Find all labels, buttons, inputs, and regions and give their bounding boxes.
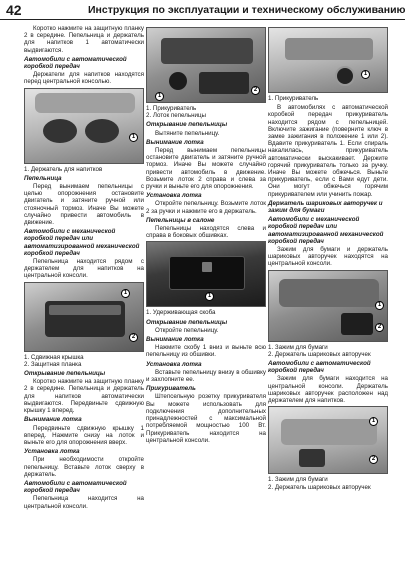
paragraph: Пепельницы находятся слева и справа в боковых обшивках.: [146, 225, 266, 240]
section-heading: Установка лотка: [146, 192, 202, 200]
page-header: [0, 0, 405, 20]
paragraph: Откройте пепельницу. Возьмите лоток 2 за ручки и нажмите его в держатель.: [146, 200, 266, 215]
section-heading: Автомобили с механической коробкой передач или автоматизированной механической коробкой передач: [24, 228, 140, 257]
section-heading: Вынимание лотка: [146, 336, 204, 344]
section-heading: Установка лотка: [146, 360, 202, 368]
callout-2: 2: [375, 323, 384, 332]
callout-2: 2: [129, 333, 138, 342]
paragraph: Откройте пепельницу.: [155, 326, 219, 334]
running-title: Инструкция по эксплуатации и техническому обслуживанию: [88, 4, 405, 16]
paragraph: Коротко нажмите на защитную планку 2 в середине. Пепельница и держатель для напитков автоматически выдвигаются. Передвиньте сдвижную крышку 1 вперед.: [24, 378, 144, 415]
page-number: 42: [6, 2, 22, 18]
section-heading: Пепельница: [24, 174, 62, 182]
callout-1: 1: [369, 417, 378, 426]
section-heading: Автомобили с автоматической коробкой передач: [268, 360, 371, 375]
pen-holder-photo: [268, 406, 388, 474]
figure-caption: 1. Держатель для напитков: [24, 165, 103, 173]
column-3: [268, 25, 388, 493]
section-heading: Автомобили с автоматической коробкой передач: [24, 55, 127, 71]
paragraph: Перед вынимаем пепельницы остановите двигатель и затяните ручной тормоз. Иначе Вы можете случайно привести автомобиль в движение. Возьмите лоток 2 справа и слева за ручки и выньте его для опорожнения.: [146, 147, 266, 191]
section-heading: Вынимание лотка: [146, 138, 204, 146]
paragraph: Нажмите скобу 1 вниз и выньте всю пепельницу из обшивки.: [146, 344, 266, 359]
section-heading: Вынимание лотка: [24, 416, 82, 424]
section-heading: Открывание пепельницы: [146, 318, 228, 326]
paragraph: При необходимости откройте пепельницу. Вставьте лоток сверху в держатель.: [24, 456, 144, 478]
section-heading: Открывание пепельницы: [146, 121, 228, 129]
column-2: [146, 25, 266, 445]
paragraph: Держатели для напитков находятся перед центральной консолью.: [24, 71, 144, 86]
section-heading: Держатель шариковых авторучек и зажим для бумаги: [268, 199, 383, 215]
figure-caption: 1. Зажим для бумаги 2. Держатель шариковых авторучек: [268, 343, 371, 358]
cupholder-photo: [24, 88, 144, 164]
paragraph: Вытяните пепельницу.: [155, 129, 220, 137]
paragraph: Пепельница находится на центральной консоли.: [24, 495, 144, 510]
callout-1: 1: [205, 292, 214, 301]
paragraph: Передвиньте сдвижную крышку 1 вперед. Нажмите снизу на лоток и выньте его для опорожнения вверх.: [24, 424, 144, 446]
callout-2: 2: [251, 86, 260, 95]
section-heading: Автомобили с автоматической коробкой передач: [24, 479, 127, 495]
paragraph: Зажим для бумаги и держатель шариковых авторучек находятся на центральной консоли.: [268, 246, 388, 268]
section-heading: Пепельницы в салоне: [146, 216, 215, 224]
callout-2: 2: [369, 455, 378, 464]
paragraph: Вставьте пепельницу внизу в обшивку и захлопните ее.: [146, 368, 266, 384]
figure-caption: 1. Сдвижная крышка 2. Защитная планка: [24, 353, 84, 368]
section-heading: Установка лотка: [24, 448, 80, 456]
ashtray-photo: [24, 282, 144, 352]
paragraph: Зажим для бумаги находится на центральной консоли. Держатель шариковых авторучек расположен над держателем для напитков.: [268, 375, 388, 405]
figure-caption: 1. Прикуриватель 2. Лоток пепельницы: [146, 105, 206, 120]
paragraph: Штепсельную розетку прикуривателя Вы можете использовать для подключения дополнительных принадлежностей с максимальной потребляемой мощностью 100 Вт. Прикуриватель находится на центральной консоли.: [146, 393, 266, 444]
figure-caption: 1. Зажим для бумаги 2. Держатель шариковых авторучек: [268, 476, 371, 491]
side-ashtray-photo: [146, 241, 266, 307]
callout-1: 1: [155, 92, 164, 101]
paragraph: В автомобилях с автоматической коробкой передач прикуриватель находится рядом с пепельницей. Включите зажигание (поверните ключ в замке зажигания в положение 1 или 2). Вдавите прикуриватель 1. Если спираль накалилась, прикуриватель автоматически выскакивает. Держите горячий прикуриватель только за ручку. Иначе Вы можете обжечься. Выньте прикуриватель, если с Вами едут дети. Они могут обжечься горячим прикуривателем или учинить пожар.: [268, 104, 388, 198]
section-heading: Автомобили с механической коробкой передач или автоматизированной механической коробкой передач: [268, 216, 384, 245]
lighter-photo: [268, 27, 388, 93]
paper-clip-photo: [268, 270, 388, 342]
column-1: [24, 25, 144, 511]
paragraph: Пепельница находится рядом с держателем для напитков на центральной консоли.: [24, 258, 144, 280]
paragraph: Коротко нажмите на защитную планку 2 в середине. Пепельница и держатель для напитков 1 автоматически выдвигаются.: [24, 25, 144, 54]
callout-1: 1: [375, 301, 384, 310]
callout-1: 1: [361, 70, 370, 79]
section-heading: Прикуриватель: [146, 385, 196, 393]
callout-1: 1: [129, 133, 138, 142]
section-heading: Открывание пепельницы: [24, 370, 106, 378]
figure-caption: 1. Удерживающая скоба: [146, 309, 216, 317]
lighter-ashtray-photo: [146, 27, 266, 103]
callout-1: 1: [121, 289, 130, 298]
paragraph: Перед вынимаем пепельницы с целью опорожнения остановите двигатель и затяните ручной или стояночный тормоз. Иначе Вы можете случайно привести автомобиль в движение.: [24, 183, 144, 227]
figure-caption: 1. Прикуриватель: [268, 95, 319, 102]
